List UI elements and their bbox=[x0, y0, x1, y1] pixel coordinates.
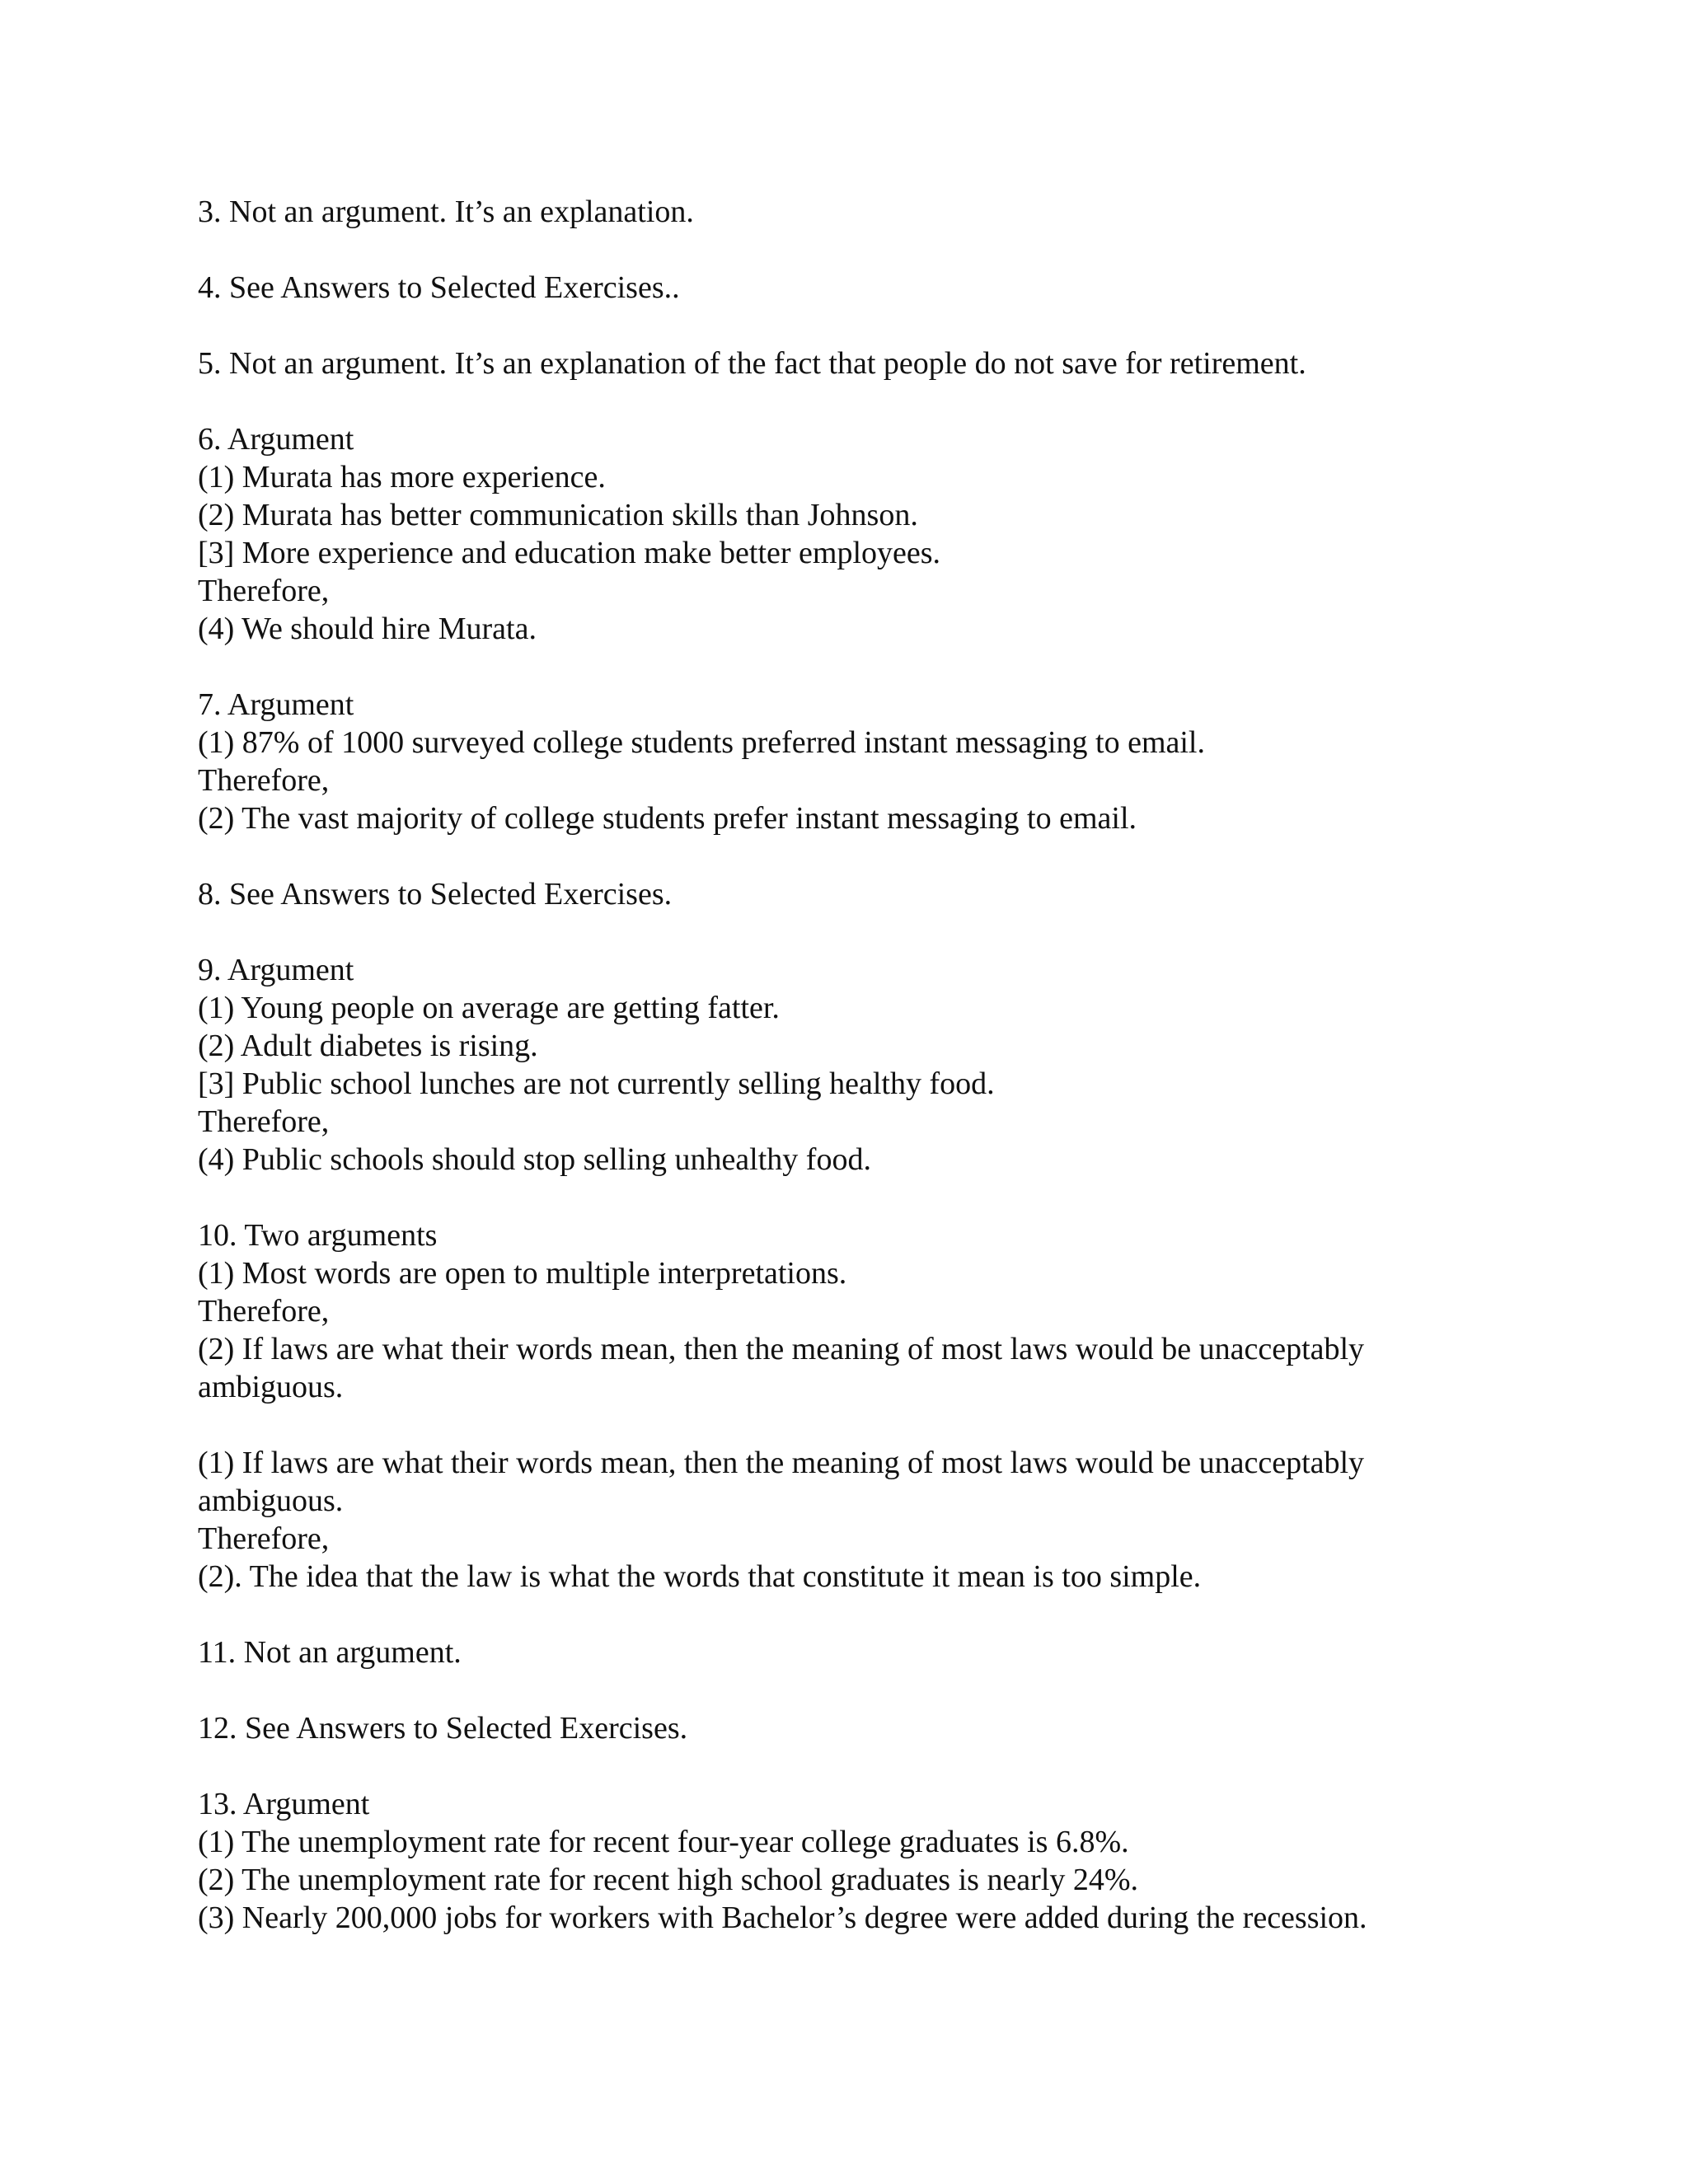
answer-6 bbox=[198, 420, 1484, 648]
answer-line: 12. See Answers to Selected Exercises. bbox=[198, 1711, 688, 1746]
premise-line: (2) The unemployment rate for recent high school graduates is nearly 24%. bbox=[198, 1863, 1139, 1897]
premise-line: [3] Public school lunches are not currently selling healthy food. bbox=[198, 1066, 995, 1101]
conclusion-line: (2). The idea that the law is what the words that constitute it mean is too simple. bbox=[198, 1559, 1202, 1594]
answer-heading: 10. Two arguments bbox=[198, 1218, 438, 1253]
answer-5 bbox=[198, 344, 1484, 382]
therefore-line: Therefore, bbox=[198, 1104, 330, 1139]
answer-4 bbox=[198, 269, 1484, 307]
premise-line: (1) Most words are open to multiple interpretations. bbox=[198, 1256, 847, 1291]
answer-13 bbox=[198, 1785, 1484, 1937]
premise-line: (2) Adult diabetes is rising. bbox=[198, 1029, 538, 1063]
answer-9 bbox=[198, 951, 1484, 1179]
answer-8 bbox=[198, 875, 1484, 913]
answer-10-second-argument bbox=[198, 1444, 1484, 1596]
document-page bbox=[198, 193, 1484, 1975]
conclusion-line: (4) We should hire Murata. bbox=[198, 612, 537, 646]
answer-line: 5. Not an argument. It’s an explanation of the fact that people do not save for retirement. bbox=[198, 346, 1306, 381]
answer-10 bbox=[198, 1216, 1484, 1406]
answer-heading: 7. Argument bbox=[198, 687, 354, 722]
answer-heading: 13. Argument bbox=[198, 1787, 370, 1821]
answer-12 bbox=[198, 1709, 1484, 1747]
premise-line: (1) Murata has more experience. bbox=[198, 460, 606, 494]
conclusion-line: (4) Public schools should stop selling unhealthy food. bbox=[198, 1142, 871, 1177]
therefore-line: Therefore, bbox=[198, 763, 330, 798]
premise-line: (3) Nearly 200,000 jobs for workers with Bachelor’s degree were added during the recession. bbox=[198, 1900, 1367, 1935]
answer-line: 4. See Answers to Selected Exercises.. bbox=[198, 270, 680, 305]
answer-heading: 6. Argument bbox=[198, 422, 354, 457]
therefore-line: Therefore, bbox=[198, 1294, 330, 1329]
conclusion-line: (2) The vast majority of college students prefer instant messaging to email. bbox=[198, 801, 1137, 836]
answer-11 bbox=[198, 1633, 1484, 1671]
answer-heading: 9. Argument bbox=[198, 953, 354, 987]
answer-line: 11. Not an argument. bbox=[198, 1635, 462, 1670]
premise-line: (1) If laws are what their words mean, then the meaning of most laws would be unacceptably ambiguous. bbox=[198, 1446, 1365, 1518]
answer-7 bbox=[198, 686, 1484, 837]
premise-line: (1) Young people on average are getting fatter. bbox=[198, 991, 780, 1025]
conclusion-line: (2) If laws are what their words mean, then the meaning of most laws would be unacceptably ambiguous. bbox=[198, 1332, 1365, 1404]
premise-line: [3] More experience and education make better employees. bbox=[198, 536, 941, 570]
therefore-line: Therefore, bbox=[198, 574, 330, 608]
therefore-line: Therefore, bbox=[198, 1521, 330, 1556]
premise-line: (1) The unemployment rate for recent four-year college graduates is 6.8%. bbox=[198, 1825, 1129, 1859]
answer-line: 8. See Answers to Selected Exercises. bbox=[198, 877, 673, 912]
answer-line: 3. Not an argument. It’s an explanation. bbox=[198, 194, 694, 229]
premise-line: (2) Murata has better communication skills than Johnson. bbox=[198, 498, 918, 532]
answer-3 bbox=[198, 193, 1484, 231]
premise-line: (1) 87% of 1000 surveyed college students preferred instant messaging to email. bbox=[198, 725, 1205, 760]
